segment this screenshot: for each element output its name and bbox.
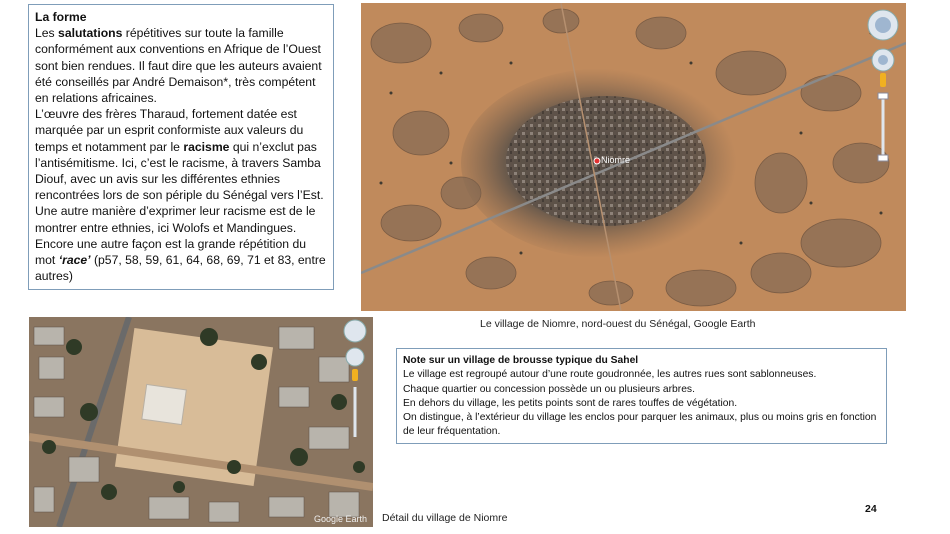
note-title: Note sur un village de brousse typique du Sahel bbox=[403, 355, 639, 366]
detail-map-caption: Détail du village de Niomre bbox=[382, 512, 508, 524]
p2-end: (p57, 58, 59, 61, 64, 68, 69, 71 et 83, entre autres) bbox=[35, 253, 326, 284]
section-heading: La forme bbox=[35, 10, 87, 24]
p2-pre: L’œuvre des frères Tharaud, fortement datée est marquée par un esprit conformiste aux valeurs du temps et notamment par le bbox=[35, 107, 304, 154]
text-block bbox=[28, 4, 334, 290]
satellite-map-niomre[interactable] bbox=[361, 3, 906, 311]
note-line: Chaque quartier ou concession possède un ou plusieurs arbres. bbox=[403, 383, 695, 395]
p2-italic: ‘race’ bbox=[58, 253, 91, 268]
satellite-map-detail[interactable] bbox=[29, 317, 373, 527]
satellite-image bbox=[361, 3, 906, 311]
google-earth-watermark: Google Earth bbox=[313, 514, 367, 524]
note-line: On distingue, à l’extérieur du village les enclos pour parquer les animaux, plus ou moins gris en fonction de leur fréquentation. bbox=[403, 412, 877, 438]
note-box bbox=[396, 348, 887, 444]
detail-satellite-image bbox=[29, 317, 373, 527]
note-line: Le village est regroupé autour d’une route goudronnée, les autres rues sont sablonneuses. bbox=[403, 369, 817, 381]
p2-post: qui n’exclut pas l’antisémitisme. Ici, c’est le racisme, à travers Samba Diouf, avec un avis sur les différentes ethnies rencontrées lors de son périple du Sénégal vers l’Est. Une autre manière d’exprimer leur racisme est de le montrer entre ethnies, ici Wolofs et Mandingues. Encore une autre façon est la grande répétition du mot bbox=[35, 139, 324, 268]
place-marker-icon[interactable] bbox=[594, 158, 600, 164]
note-line: En dehors du village, les petits points sont de rares touffes de végétation. bbox=[403, 397, 738, 409]
p2-bold: racisme bbox=[183, 139, 230, 154]
page-number: 24 bbox=[865, 503, 877, 515]
p1-bold: salutations bbox=[58, 26, 123, 41]
place-label: Niomre bbox=[601, 155, 631, 165]
main-map-caption: Le village de Niomre, nord-ouest du Sénégal, Google Earth bbox=[480, 318, 756, 330]
p1-post: répétitives sur toute la famille conformément aux conventions en Afrique de l’Ouest sont bien rendues. Il faut dire que les auteurs avaient été conseillés par André Demaison*, très compétent en relations africaines. bbox=[35, 26, 322, 106]
p1-pre: Les bbox=[35, 26, 59, 41]
paragraph-racisme bbox=[35, 106, 327, 284]
paragraph-salutations bbox=[35, 25, 327, 106]
